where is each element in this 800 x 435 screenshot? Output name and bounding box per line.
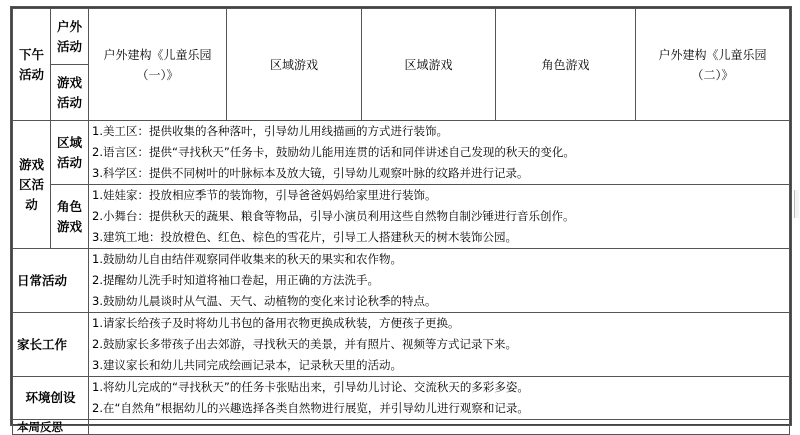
list-item: 2.小舞台：提供秋天的蔬果、粮食等物品，引导小演员利用这些自然物自制沙锤进行音乐创作。: [92, 209, 575, 223]
list-item: 1.鼓励幼儿自由结伴观察同伴收集来的秋天的果实和农作物。: [92, 252, 402, 266]
outdoor-activity-label: 户外活动: [51, 9, 89, 65]
zone-activity-list: [89, 121, 790, 185]
afternoon-activity-day1: 户外建构《儿童乐园（一）》: [89, 9, 227, 121]
list-item: 1.请家长给孩子及时将幼儿书包的备用衣物更换成秋装，方便孩子更换。: [92, 316, 460, 330]
environment-list: [89, 377, 790, 420]
list-item: 2.提醒幼儿洗手时知道将袖口卷起，用正确的方法洗手。: [92, 273, 379, 287]
list-item: 3.建筑工地：投放橙色、红色、棕色的雪花片，引导工人搭建秋天的树木装饰公园。: [92, 230, 517, 244]
list-item: 1.将幼儿完成的“寻找秋天”的任务卡张贴出来，引导幼儿讨论、交流秋天的多彩多姿。: [92, 380, 529, 394]
list-item: 3.鼓励幼儿晨谈时从气温、天气、动植物的变化来讨论秋季的特点。: [92, 294, 437, 308]
list-item: 3.科学区：提供不同树叶的叶脉标本及放大镜，引导幼儿观察叶脉的纹路并进行记录。: [92, 166, 529, 180]
weekly-plan-table: [12, 8, 790, 435]
scrollbar-edge[interactable]: [794, 190, 799, 218]
afternoon-activity-day2: 区域游戏: [227, 9, 362, 121]
game-activity-label: 游戏活动: [51, 65, 89, 121]
game-area-label: 游戏区活动: [13, 121, 51, 249]
role-play-label: 角色游戏: [51, 185, 89, 249]
parent-work-list: [89, 313, 790, 377]
afternoon-activity-day5: 户外建构《儿童乐园（二）》: [636, 9, 790, 121]
list-item: 2.语言区：提供“寻找秋天”任务卡，鼓励幼儿能用连贯的话和同伴讲述自己发现的秋天的变化。: [92, 145, 575, 159]
zone-activity-label: 区域活动: [51, 121, 89, 185]
weekly-plan-sheet: [11, 7, 791, 434]
daily-activity-label: 日常活动: [13, 249, 89, 313]
afternoon-activity-day3: 区域游戏: [362, 9, 496, 121]
daily-activity-list: [89, 249, 790, 313]
list-item: 2.在“自然角”根据幼儿的兴趣选择各类自然物进行展览，并引导幼儿进行观察和记录。: [92, 401, 529, 415]
afternoon-activity-day4: 角色游戏: [496, 9, 636, 121]
weekly-reflection-label: 本周反思: [13, 420, 89, 435]
list-item: 1.美工区：提供收集的各种落叶，引导幼儿用线描画的方式进行装饰。: [92, 124, 448, 138]
afternoon-activity-label: 下午活动: [13, 9, 51, 121]
role-play-list: [89, 185, 790, 249]
weekly-reflection-content[interactable]: [89, 420, 790, 435]
list-item: 1.娃娃家：投放相应季节的装饰物，引导爸爸妈妈给家里进行装饰。: [92, 188, 437, 202]
parent-work-label: 家长工作: [13, 313, 89, 377]
environment-label: 环境创设: [13, 377, 89, 420]
list-item: 3.建议家长和幼儿共同完成绘画记录本，记录秋天里的活动。: [92, 358, 402, 372]
list-item: 2.鼓励家长多带孩子出去郊游，寻找秋天的美景，并有照片、视频等方式记录下来。: [92, 337, 517, 351]
